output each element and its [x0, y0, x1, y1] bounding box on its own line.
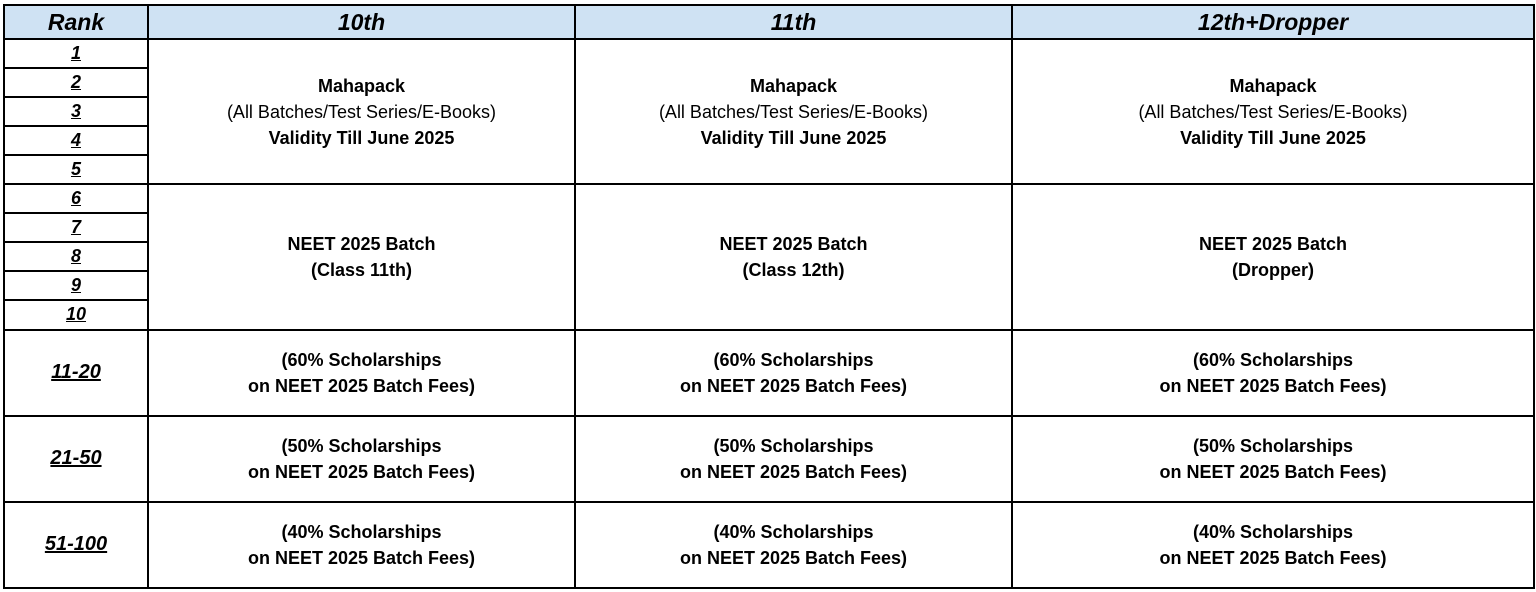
rank-cell: 5 — [4, 155, 148, 184]
mahapack-cell-10th — [148, 39, 575, 184]
rank-cell: 10 — [4, 300, 148, 329]
reward-validity: Validity Till June 2025 — [268, 127, 455, 148]
rank-cell: 8 — [4, 242, 148, 271]
header-10th: 10th — [148, 5, 575, 39]
header-rank: Rank — [4, 5, 148, 39]
scholarship-line-1: (40% Scholarships — [1192, 521, 1354, 542]
scholarship-cell-10th — [148, 330, 575, 416]
rank-cell: 1 — [4, 39, 148, 68]
reward-title: Mahapack — [749, 75, 838, 96]
scholarship-line-2: on NEET 2025 Batch Fees) — [1159, 547, 1387, 568]
header-12th-dropper: 12th+Dropper — [1012, 5, 1534, 39]
scholarship-line-2: on NEET 2025 Batch Fees) — [247, 375, 476, 396]
reward-title: Mahapack — [317, 75, 406, 96]
reward-title: NEET 2025 Batch — [287, 233, 436, 254]
rewards-table-container — [3, 4, 1533, 589]
scholarship-cell-10th — [148, 416, 575, 502]
scholarship-line-1: (50% Scholarships — [1192, 435, 1354, 456]
header-11th: 11th — [575, 5, 1012, 39]
scholarship-cell-12th-dropper — [1012, 416, 1534, 502]
reward-detail: (All Batches/Test Series/E-Books) — [1138, 101, 1408, 122]
scholarship-cell-12th-dropper — [1012, 330, 1534, 416]
scholarship-line-1: (60% Scholarships — [713, 349, 874, 370]
rank-range-cell: 21-50 — [4, 416, 148, 502]
rank-cell: 9 — [4, 271, 148, 300]
rewards-table — [3, 4, 1535, 589]
scholarship-line-1: (50% Scholarships — [281, 435, 442, 456]
neet-batch-cell-10th — [148, 184, 575, 329]
rank-cell: 4 — [4, 126, 148, 155]
scholarship-line-2: on NEET 2025 Batch Fees) — [247, 547, 476, 568]
table-row — [4, 330, 1534, 416]
scholarship-line-2: on NEET 2025 Batch Fees) — [247, 461, 476, 482]
rank-cell: 2 — [4, 68, 148, 97]
scholarship-line-1: (60% Scholarships — [1192, 349, 1354, 370]
rank-cell: 3 — [4, 97, 148, 126]
table-row — [4, 184, 1534, 213]
scholarship-line-2: on NEET 2025 Batch Fees) — [1159, 461, 1387, 482]
scholarship-line-1: (40% Scholarships — [713, 521, 874, 542]
reward-title: Mahapack — [1229, 75, 1317, 96]
scholarship-cell-11th — [575, 330, 1012, 416]
scholarship-cell-11th — [575, 416, 1012, 502]
neet-batch-cell-11th — [575, 184, 1012, 329]
reward-validity: Validity Till June 2025 — [1180, 127, 1366, 148]
rank-cell: 7 — [4, 213, 148, 242]
scholarship-cell-11th — [575, 502, 1012, 588]
scholarship-line-2: on NEET 2025 Batch Fees) — [679, 375, 908, 396]
table-row — [4, 502, 1534, 588]
reward-subtitle: (Dropper) — [1232, 259, 1314, 280]
mahapack-cell-11th — [575, 39, 1012, 184]
scholarship-line-1: (40% Scholarships — [281, 521, 442, 542]
header-row — [4, 5, 1534, 39]
scholarship-cell-10th — [148, 502, 575, 588]
scholarship-line-2: on NEET 2025 Batch Fees) — [679, 461, 908, 482]
reward-subtitle: (Class 12th) — [742, 259, 845, 280]
rank-range-cell: 11-20 — [4, 330, 148, 416]
reward-detail: (All Batches/Test Series/E-Books) — [226, 101, 497, 122]
reward-detail: (All Batches/Test Series/E-Books) — [658, 101, 929, 122]
scholarship-line-1: (50% Scholarships — [713, 435, 874, 456]
scholarship-line-2: on NEET 2025 Batch Fees) — [1159, 375, 1387, 396]
rank-cell: 6 — [4, 184, 148, 213]
reward-title: NEET 2025 Batch — [1198, 233, 1348, 254]
mahapack-cell-12th-dropper — [1012, 39, 1534, 184]
reward-validity: Validity Till June 2025 — [700, 127, 887, 148]
rank-range-cell: 51-100 — [4, 502, 148, 588]
table-row — [4, 416, 1534, 502]
scholarship-line-2: on NEET 2025 Batch Fees) — [679, 547, 908, 568]
reward-subtitle: (Class 11th) — [310, 259, 413, 280]
reward-title: NEET 2025 Batch — [719, 233, 868, 254]
scholarship-line-1: (60% Scholarships — [281, 349, 442, 370]
table-row — [4, 39, 1534, 68]
neet-batch-cell-12th-dropper — [1012, 184, 1534, 329]
scholarship-cell-12th-dropper — [1012, 502, 1534, 588]
